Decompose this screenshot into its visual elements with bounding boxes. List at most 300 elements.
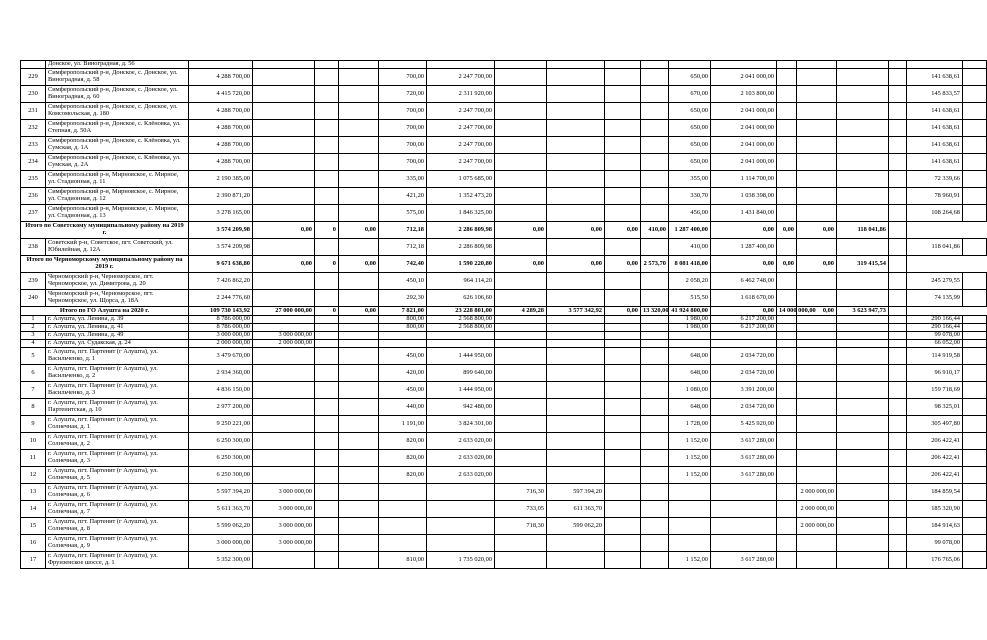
table-cell: 23 228 801,00 [427, 307, 495, 316]
table-cell [797, 450, 837, 467]
table-cell [641, 467, 669, 484]
table-cell: 420,00 [379, 365, 427, 382]
table-cell: 2 568 800,00 [427, 324, 495, 332]
table-cell: 141 638,61 [907, 120, 963, 137]
table-cell: 0 [315, 307, 339, 316]
table-cell [605, 154, 641, 171]
table-cell [889, 365, 907, 382]
table-cell [777, 416, 797, 433]
table-cell: 626 106,60 [427, 290, 495, 307]
table-cell [315, 239, 339, 256]
table-cell: 118 041,86 [837, 222, 889, 239]
table-cell [253, 382, 315, 399]
table-cell [777, 316, 797, 324]
table-cell: 820,00 [379, 467, 427, 484]
table-cell [547, 399, 605, 416]
table-cell: 4 288 700,00 [189, 120, 253, 137]
table-cell [797, 399, 837, 416]
table-row [21, 273, 987, 290]
table-cell [253, 188, 315, 205]
table-cell: 2 034 720,00 [711, 365, 777, 382]
table-cell: 4 288 700,00 [189, 137, 253, 154]
table-cell [547, 290, 605, 307]
table-cell [189, 61, 253, 69]
table-cell: г. Алушта, пгт. Партенит (г Алушта), ул. Васильченко, д. 1 [46, 348, 189, 365]
table-cell [889, 137, 907, 154]
table-cell [641, 399, 669, 416]
table-cell [889, 484, 907, 501]
table-cell: 141 638,61 [907, 103, 963, 120]
table-cell [495, 103, 547, 120]
table-cell [605, 324, 641, 332]
table-cell [605, 467, 641, 484]
table-cell: 1 287 400,00 [711, 239, 777, 256]
table-cell [339, 316, 379, 324]
table-cell [339, 188, 379, 205]
table-cell [837, 171, 889, 188]
table-cell: 2 [21, 324, 46, 332]
table-cell [837, 69, 889, 86]
table-cell: 650,00 [669, 137, 711, 154]
table-cell [547, 188, 605, 205]
table-cell: 2 390 871,20 [189, 188, 253, 205]
table-cell: 3 000 000,00 [253, 332, 315, 340]
table-cell [797, 433, 837, 450]
table-cell [315, 348, 339, 365]
table-cell [777, 484, 797, 501]
table-cell: 2 103 800,00 [711, 86, 777, 103]
table-cell: 330,70 [669, 188, 711, 205]
table-cell [777, 103, 797, 120]
table-cell: 0,00 [605, 256, 641, 273]
table-body [21, 61, 987, 569]
table-cell: 450,10 [379, 273, 427, 290]
table-cell: 15 [21, 518, 46, 535]
table-cell [641, 137, 669, 154]
table-cell [495, 154, 547, 171]
table-cell [641, 290, 669, 307]
table-cell [669, 518, 711, 535]
table-cell: 0,00 [495, 256, 547, 273]
table-cell [797, 290, 837, 307]
table-cell [777, 188, 797, 205]
table-cell: 0,00 [797, 307, 837, 316]
table-cell: 450,00 [379, 348, 427, 365]
table-cell [315, 552, 339, 569]
table-cell [889, 316, 907, 324]
table-cell: 290 166,44 [907, 324, 963, 332]
table-cell [963, 332, 987, 340]
table-cell: 3 [21, 332, 46, 340]
table-cell: 742,40 [379, 256, 427, 273]
table-cell [889, 467, 907, 484]
table-cell: 66 052,00 [907, 340, 963, 348]
table-cell: 1 191,00 [379, 416, 427, 433]
table-cell [641, 433, 669, 450]
table-cell [797, 61, 837, 69]
table-cell [963, 69, 987, 86]
table-cell: Симферопольский р-н, Донское, с. Донское, ул. Виноградная, д. 60 [46, 86, 189, 103]
table-cell [837, 518, 889, 535]
table-cell [837, 86, 889, 103]
table-cell: 1 114 700,00 [711, 171, 777, 188]
table-cell: 648,00 [669, 365, 711, 382]
table-cell: 6 462 748,00 [711, 273, 777, 290]
table-cell: 2 000 000,00 [253, 340, 315, 348]
table-cell: 3 617 280,00 [711, 552, 777, 569]
table-cell: 720,00 [379, 86, 427, 103]
table-cell [605, 316, 641, 324]
table-cell [495, 552, 547, 569]
table-cell: 5 597 394,20 [189, 484, 253, 501]
table-cell [379, 340, 427, 348]
table-cell: 3 000 000,00 [253, 501, 315, 518]
table-cell [427, 501, 495, 518]
table-cell [495, 535, 547, 552]
table-cell [641, 348, 669, 365]
table-cell [339, 69, 379, 86]
table-cell [889, 273, 907, 290]
table-row [21, 433, 987, 450]
table-row [21, 61, 987, 69]
table-cell [641, 340, 669, 348]
table-cell [837, 450, 889, 467]
table-cell: 240 [21, 290, 46, 307]
table-cell [605, 416, 641, 433]
table-cell [605, 535, 641, 552]
table-cell [605, 273, 641, 290]
table-cell [547, 348, 605, 365]
table-cell [963, 535, 987, 552]
table-cell: 5 611 363,70 [189, 501, 253, 518]
table-row [21, 154, 987, 171]
table-cell [777, 552, 797, 569]
table-cell [379, 484, 427, 501]
table-cell: 206 422,41 [907, 450, 963, 467]
table-cell [641, 324, 669, 332]
table-cell: 2 041 000,00 [711, 154, 777, 171]
table-cell [889, 222, 907, 239]
table-cell [777, 205, 797, 222]
table-cell [669, 501, 711, 518]
table-cell [605, 399, 641, 416]
total-row [21, 256, 987, 273]
table-cell: 0,00 [339, 256, 379, 273]
table-cell: 4 [21, 340, 46, 348]
table-cell [495, 273, 547, 290]
table-cell [495, 450, 547, 467]
table-cell: 184 859,54 [907, 484, 963, 501]
table-cell [963, 433, 987, 450]
table-cell: 233 [21, 137, 46, 154]
table-cell [315, 433, 339, 450]
table-cell: г. Алушта, пгт. Партенит (г Алушта), ул. Солнечная, д. 7 [46, 501, 189, 518]
table-cell [797, 103, 837, 120]
table-cell: 1 080,00 [669, 382, 711, 399]
table-cell: 176 765,06 [907, 552, 963, 569]
table-cell [495, 290, 547, 307]
table-cell [605, 69, 641, 86]
table-cell [641, 535, 669, 552]
table-cell [641, 316, 669, 324]
table-cell: г. Алушта, пгт. Партенит (г Алушта), ул. Солнечная, д. 9 [46, 535, 189, 552]
table-cell: 5 [21, 348, 46, 365]
table-row [21, 103, 987, 120]
table-cell: 8 [21, 399, 46, 416]
table-cell [339, 467, 379, 484]
table-cell [837, 154, 889, 171]
table-cell [797, 324, 837, 332]
table-cell [641, 365, 669, 382]
table-cell: г. Алушта, ул. Ленина, д. 39 [46, 316, 189, 324]
table-cell: 0,00 [711, 222, 777, 239]
table-cell: 11 [21, 450, 46, 467]
table-cell [777, 518, 797, 535]
table-cell [889, 348, 907, 365]
table-cell: г. Алушта, ул. Ленина, д. 41 [46, 324, 189, 332]
table-cell [605, 171, 641, 188]
table-cell: 141 638,61 [907, 69, 963, 86]
table-cell [253, 450, 315, 467]
table-cell: 650,00 [669, 120, 711, 137]
table-cell: 4 288 700,00 [189, 103, 253, 120]
table-cell: 145 833,57 [907, 86, 963, 103]
table-cell [547, 324, 605, 332]
table-cell [339, 332, 379, 340]
table-cell [605, 239, 641, 256]
table-cell [641, 518, 669, 535]
table-cell [963, 450, 987, 467]
table-cell: 1 152,00 [669, 450, 711, 467]
table-cell [547, 86, 605, 103]
table-cell [889, 332, 907, 340]
table-cell [889, 518, 907, 535]
table-cell [605, 450, 641, 467]
table-cell: г. Алушта, ул. Судакская, д. 24 [46, 340, 189, 348]
table-cell: 7 [21, 382, 46, 399]
table-cell: 8 786 000,00 [189, 316, 253, 324]
table-cell [797, 340, 837, 348]
table-cell: 185 320,90 [907, 501, 963, 518]
table-cell: г. Алушта, пгт. Партенит (г Алушта), ул. Солнечная, д. 1 [46, 416, 189, 433]
table-cell [963, 120, 987, 137]
table-cell [495, 365, 547, 382]
table-cell [889, 205, 907, 222]
table-cell [339, 171, 379, 188]
table-cell [711, 61, 777, 69]
table-cell: 3 391 200,00 [711, 382, 777, 399]
table-cell [605, 484, 641, 501]
table-cell: 575,00 [379, 205, 427, 222]
table-cell [889, 290, 907, 307]
table-cell: 6 250 300,00 [189, 433, 253, 450]
table-cell [797, 467, 837, 484]
table-row [21, 137, 987, 154]
table-cell [669, 332, 711, 340]
table-cell [641, 552, 669, 569]
table-cell [315, 69, 339, 86]
table-cell [315, 399, 339, 416]
table-cell: 6 [21, 365, 46, 382]
table-cell [963, 171, 987, 188]
table-cell [963, 348, 987, 365]
table-cell: 3 000 000,00 [189, 332, 253, 340]
table-cell [379, 535, 427, 552]
table-cell: 6 217 200,00 [711, 316, 777, 324]
table-cell: 2 247 700,00 [427, 137, 495, 154]
table-cell [547, 154, 605, 171]
table-cell: 716,30 [495, 484, 547, 501]
table-cell: 650,00 [669, 69, 711, 86]
table-cell: 292,30 [379, 290, 427, 307]
table-cell [837, 120, 889, 137]
table-cell: 14 000 000,00 [777, 307, 797, 316]
table-cell [379, 61, 427, 69]
table-cell: 6 250 300,00 [189, 450, 253, 467]
table-cell [339, 433, 379, 450]
table-cell: 2 633 020,00 [427, 433, 495, 450]
table-cell: 2 041 000,00 [711, 69, 777, 86]
table-row [21, 340, 987, 348]
table-row [21, 205, 987, 222]
table-cell: 421,20 [379, 188, 427, 205]
table-cell [777, 290, 797, 307]
table-cell [797, 273, 837, 290]
table-cell [889, 450, 907, 467]
table-cell [963, 399, 987, 416]
table-cell [547, 416, 605, 433]
table-cell: 17 [21, 552, 46, 569]
table-cell [253, 86, 315, 103]
table-row [21, 382, 987, 399]
table-cell: 810,00 [379, 552, 427, 569]
table-cell [797, 120, 837, 137]
table-cell [495, 324, 547, 332]
table-cell: 2 034 720,00 [711, 348, 777, 365]
table-cell: 3 617 280,00 [711, 450, 777, 467]
table-cell: 74 135,99 [907, 290, 963, 307]
table-cell: 141 638,61 [907, 154, 963, 171]
table-cell [315, 365, 339, 382]
table-cell [837, 416, 889, 433]
table-cell [641, 273, 669, 290]
table-cell [641, 171, 669, 188]
table-cell: 800,00 [379, 324, 427, 332]
table-cell [797, 348, 837, 365]
table-cell [837, 365, 889, 382]
table-cell [963, 501, 987, 518]
table-cell [315, 103, 339, 120]
table-cell: 611 363,70 [547, 501, 605, 518]
table-cell: 234 [21, 154, 46, 171]
table-cell: 1 287 400,00 [669, 222, 711, 239]
table-cell: 0,00 [711, 307, 777, 316]
table-cell [339, 61, 379, 69]
table-cell: 650,00 [669, 103, 711, 120]
table-cell [495, 340, 547, 348]
table-cell [605, 365, 641, 382]
table-cell [797, 316, 837, 324]
table-cell [339, 324, 379, 332]
table-cell [547, 467, 605, 484]
table-cell: 2 977 200,00 [189, 399, 253, 416]
table-cell: 2 286 809,98 [427, 222, 495, 239]
table-row [21, 535, 987, 552]
table-cell: Черноморский р-н, Черноморское, пгт. Черноморское, ул. Димитрова, д. 20 [46, 273, 189, 290]
table-cell [797, 365, 837, 382]
table-cell [963, 484, 987, 501]
table-cell [641, 501, 669, 518]
table-cell: 820,00 [379, 433, 427, 450]
table-cell [889, 501, 907, 518]
table-cell: 0,00 [339, 222, 379, 239]
table-cell [711, 332, 777, 340]
table-cell: 109 730 143,92 [189, 307, 253, 316]
table-cell [641, 69, 669, 86]
table-cell [711, 501, 777, 518]
table-cell [837, 467, 889, 484]
table-cell: 12 [21, 467, 46, 484]
table-cell [315, 535, 339, 552]
table-cell: 3 479 670,00 [189, 348, 253, 365]
table-cell [837, 332, 889, 340]
table-cell [605, 348, 641, 365]
table-cell [495, 120, 547, 137]
table-cell: 229 [21, 69, 46, 86]
table-row [21, 467, 987, 484]
table-cell [339, 552, 379, 569]
table-cell: 1 152,00 [669, 467, 711, 484]
table-cell [605, 120, 641, 137]
table-cell [605, 501, 641, 518]
table-cell [547, 239, 605, 256]
table-row [21, 501, 987, 518]
table-cell: 245 279,55 [907, 273, 963, 290]
table-cell [797, 552, 837, 569]
table-cell: Черноморский р-н, Черноморское, пгт. Черноморское, ул. Щорса, д. 18А [46, 290, 189, 307]
table-cell [797, 137, 837, 154]
table-cell: Симферопольский р-н, Мирновское, с. Мирное, ул. Стадионная, д. 11 [46, 171, 189, 188]
table-cell: 319 415,54 [837, 256, 889, 273]
table-cell: 1 590 220,80 [427, 256, 495, 273]
table-cell [547, 433, 605, 450]
total-row [21, 222, 987, 239]
table-cell: 2 058,20 [669, 273, 711, 290]
table-cell: 14 [21, 501, 46, 518]
table-cell [711, 484, 777, 501]
table-cell: 1 735 020,00 [427, 552, 495, 569]
table-cell: 597 394,20 [547, 484, 605, 501]
table-cell [427, 535, 495, 552]
table-cell: 800,00 [379, 316, 427, 324]
table-cell: 1 444 950,00 [427, 348, 495, 365]
spreadsheet-table [20, 60, 987, 569]
table-cell: 2 633 020,00 [427, 467, 495, 484]
table-cell: 3 000 000,00 [189, 535, 253, 552]
table-cell: 0,00 [605, 307, 641, 316]
table-cell: 0 [315, 222, 339, 239]
table-cell [495, 316, 547, 324]
table-cell: 2 573,70 [641, 256, 669, 273]
table-cell [963, 382, 987, 399]
table-row [21, 450, 987, 467]
table-cell [495, 69, 547, 86]
table-cell: 7 426 862,20 [189, 273, 253, 290]
table-cell [777, 535, 797, 552]
table-cell: 942 480,00 [427, 399, 495, 416]
table-cell: 0,00 [253, 256, 315, 273]
table-cell: 3 824 301,00 [427, 416, 495, 433]
